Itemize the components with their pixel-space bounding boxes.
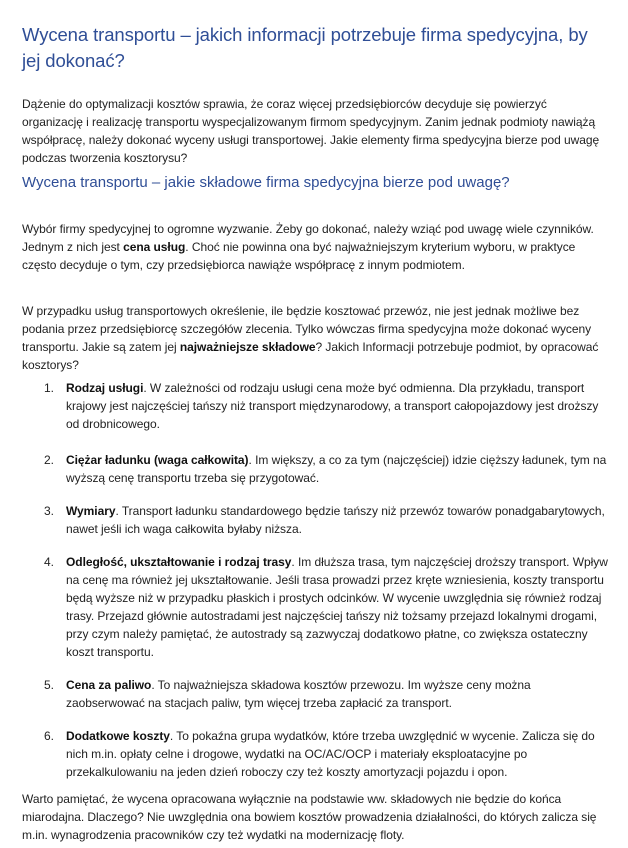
section-subheading: Wycena transportu – jakie składowe firma spedycyjna bierze pod uwagę? [22,174,510,191]
paragraph-details: W przypadku usług transportowych określenie, ile będzie kosztować przewóz, nie jest jednak możliwe bez podania przez przedsiębiorcę szczegółów zlecenia. Tylko wówczas firma spedycyjna może dokonać wyceny transportu. Jakie są zatem jej najważniejsze składowe? Jakich Informacji potrzebuje podmiot, by opracować kosztorys? [22,304,599,372]
bold-phrase: cena usług [123,240,186,254]
list-item: 2. Ciężar ładunku (waga całkowita). Im większy, a co za tym (najczęściej) idzie cięższy ładunek, tym na wyższą cenę transportu trzeba się przygotować. [44,453,607,485]
list-number: 2. [44,453,54,467]
list-item: 1. Rodzaj usługi. W zależności od rodzaju usługi cena może być odmienna. Dla przykładu, transport krajowy jest najczęściej tańszy niż transport międzynarodowy, a transport całopojazdowy jest droższy od drobnicowego. [44,381,599,431]
list-number: 6. [44,729,54,743]
list-item-title: Cena za paliwo [66,678,152,692]
intro-paragraph: Dążenie do optymalizacji kosztów sprawia, że coraz więcej przedsiębiorców decyduje się powierzyć organizację i realizację transportu wyspecjalizowanym firmom spedycyjnym. Zanim jednak podmioty nawiążą współpracę, należy dokonać wyceny usługi transportowej. Jakie elementy firma spedycyjna bierze pod uwagę podczas tworzenia kosztorysu? [22,97,600,165]
list-item: 5. Cena za paliwo. To najważniejsza składowa kosztów przewozu. Im wyższe ceny można zaobserwować na stacjach paliw, tym więcej trzeba zapłacić za transport. [44,678,531,710]
document-title: Wycena transportu – jakich informacji potrzebuje firma spedycyjna, by jej dokonać? [22,24,588,71]
list-number: 4. [44,555,54,569]
paragraph-choice: Wybór firmy spedycyjnej to ogromne wyzwanie. Żeby go dokonać, należy wziąć pod uwagę wiele czynników. Jednym z nich jest cena usług. Choć nie powinna ona być najważniejszym kryterium wyboru, w praktyce często decyduje o tym, czy przedsiębiorca nawiąże współpracę z innym podmiotem. [22,222,594,272]
list-item: 6. Dodatkowe koszty. To pokaźna grupa wydatków, które trzeba uwzględnić w wycenie. Zalicza się do nich m.in. opłaty celne i drogowe, wydatki na OC/AC/OCP i materiały eksploatacyjne po przekalkulowaniu na jeden dzień roboczy czy też koszty amortyzacji pojazdu i opon. [44,729,595,779]
list-item-title: Dodatkowe koszty [66,729,170,743]
list-item-title: Odległość, ukształtowanie i rodzaj trasy [66,555,292,569]
bold-phrase: najważniejsze składowe [179,340,316,354]
list-item-title: Ciężar ładunku (waga całkowita) [66,453,249,467]
list-number: 3. [44,504,54,518]
list-item: 3. Wymiary. Transport ładunku standardowego będzie tańszy niż przewóz towarów ponadgabarytowych, nawet jeśli ich waga całkowita byłaby niższa. [44,504,605,536]
list-item-title: Rodzaj usługi [66,381,144,395]
closing-paragraph: Warto pamiętać, że wycena opracowana wyłącznie na podstawie ww. składowych nie będzie do końca miarodajna. Dlaczego? Nie uwzględnia ona bowiem kosztów prowadzenia działalności, do których zalicza się m.in. wynagrodzenia pracowników czy też wydatki na modernizację floty. [22,792,597,842]
list-item-title: Wymiary [66,504,116,518]
list-number: 1. [44,381,54,395]
list-number: 5. [44,678,54,692]
list-item: 4. Odległość, ukształtowanie i rodzaj trasy. Im dłuższa trasa, tym najczęściej droższy transport. Wpływ na cenę ma również jej ukształtowanie. Jeśli trasa prowadzi przez kręte wzniesienia, koszty transportu będą wyższe niż w przypadku płaskich i prostych odcinków. W wycenie uwzględnia się również rodzaj trasy. Przejazd głównie autostradami jest najczęściej tańszy niż tożsamy przejazd lokalnymi drogami, przy czym należy pamiętać, że autostrady są zazwyczaj dodatkowo płatne, co zwiększa ostateczny koszt transportu. [44,555,608,659]
